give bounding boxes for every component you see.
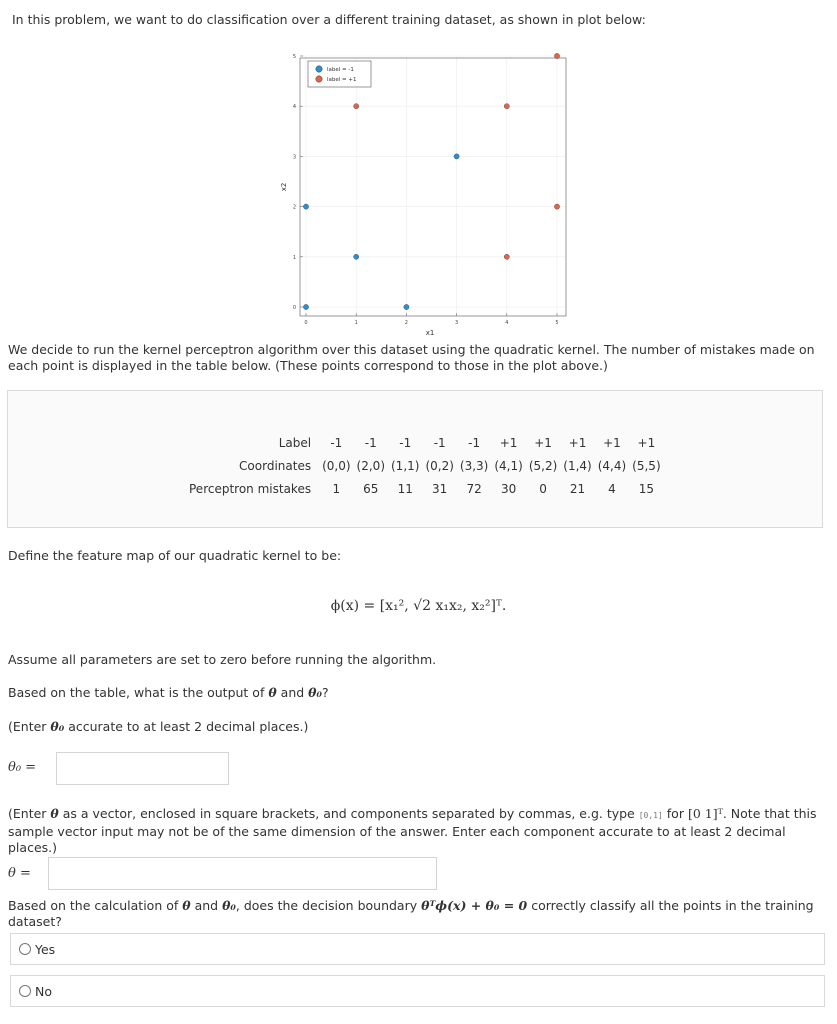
table-cell: 0: [539, 481, 547, 496]
plot-frame: [300, 58, 566, 316]
theta-input[interactable]: [48, 857, 437, 890]
table-cell: 72: [466, 481, 482, 496]
data-point-neg: [354, 254, 359, 259]
option-no[interactable]: [10, 975, 825, 1007]
theta0-input[interactable]: [56, 752, 229, 785]
table-row-coordinates: [186, 454, 664, 477]
data-point-pos: [504, 254, 509, 259]
feature-map-text: Define the feature map of our quadratic kernel to be:: [8, 548, 342, 563]
table-cell: (0,2): [425, 458, 454, 473]
table-cell: 1: [332, 481, 341, 496]
table-cell: +1: [499, 435, 518, 450]
y-tick-label: 1: [292, 254, 296, 261]
y-tick-label: 4: [292, 104, 296, 111]
table-cell: +1: [603, 435, 621, 450]
legend-marker-pos: [316, 76, 322, 82]
enter-theta-instruction: (Enter θ as a vector, enclosed in square brackets, and components separated by commas, e.g. type [0,1] for [0 1]ᵀ. Note that this sample vector input may not be of the same dimension of the answer. Enter each component accurate to at least 2 decimal places.): [8, 806, 817, 855]
data-point-pos: [504, 104, 509, 109]
table-cell: 30: [500, 481, 517, 496]
table-cell: 21: [569, 481, 586, 496]
intro-text: In this problem, we want to do classification over a different training dataset, as shown in plot below:: [12, 12, 646, 27]
plot-grid: [300, 56, 566, 316]
mistakes-table-box: [7, 390, 823, 528]
table-cell: (4,4): [597, 458, 627, 473]
feature-map-formula: ϕ(x) = [x₁², √2 x₁x₂, x₂²]ᵀ.: [330, 598, 507, 614]
y-tick-label: 2: [292, 204, 296, 211]
option-yes-label: Yes: [35, 942, 56, 957]
table-cell: +1: [568, 435, 587, 450]
option-yes[interactable]: [10, 933, 825, 965]
assume-text: Assume all parameters are set to zero before running the algorithm.: [8, 652, 437, 667]
theta0-label: θ₀ =: [8, 760, 37, 775]
data-point-neg: [303, 204, 308, 209]
x-tick-label: 1: [354, 320, 358, 326]
kernel-text: We decide to run the kernel perceptron algorithm over this dataset using the quadratic kernel. The number of mistakes made on each point is displayed in the table below. (These points correspond to those in the plot above.): [8, 342, 815, 373]
data-point-pos: [354, 104, 359, 109]
table-cell: 15: [638, 481, 655, 496]
question-theta-output: Based on the table, what is the output of θ and θ₀?: [8, 685, 329, 700]
table-cell: (2,0): [356, 458, 385, 473]
data-point-neg: [404, 304, 409, 309]
table-row-label: [186, 431, 664, 454]
table-cell: (5,5): [632, 458, 661, 473]
table-cell: -1: [468, 435, 481, 450]
plot-legend: [308, 61, 371, 87]
table-cell: -1: [399, 435, 412, 450]
x-tick-label: 0: [304, 320, 308, 326]
y-tick-label: 3: [292, 154, 296, 161]
legend-label-pos: label = +1: [327, 77, 357, 83]
y-axis-label: x2: [280, 182, 288, 192]
legend-label-neg: label = -1: [327, 67, 354, 73]
table-cell: -1: [433, 435, 446, 450]
table-cell: -1: [364, 435, 377, 450]
scatter-plot: [270, 48, 580, 340]
radio-no[interactable]: [19, 985, 31, 997]
question-boundary: Based on the calculation of θ and θ₀, does the decision boundary θᵀϕ(x) + θ₀ = 0 correctly classify all the points in the training dataset?: [8, 898, 814, 929]
x-tick-label: 2: [404, 320, 408, 326]
data-point-neg: [454, 154, 459, 159]
data-point-neg: [303, 304, 308, 309]
table-cell: (5,2): [528, 458, 558, 473]
x-tick-label: 5: [555, 320, 559, 326]
table-cell: 31: [432, 481, 448, 496]
theta-label: θ =: [8, 866, 31, 881]
table-cell: -1: [330, 435, 343, 450]
x-axis-label: x1: [425, 329, 435, 337]
row-header: Label: [278, 435, 312, 450]
data-point-pos: [554, 204, 559, 209]
mistakes-table: [186, 431, 664, 500]
data-point-pos: [554, 53, 559, 58]
option-no-label: No: [35, 984, 52, 999]
table-cell: +1: [534, 435, 552, 450]
table-row-mistakes: [186, 477, 664, 500]
x-tick-label: 3: [455, 320, 459, 326]
table-cell: (1,1): [391, 458, 420, 473]
y-tick-label: 5: [292, 54, 296, 60]
table-cell: (4,1): [494, 458, 523, 473]
table-cell: (0,0): [322, 458, 351, 473]
table-cell: (1,4): [563, 458, 592, 473]
table-cell: 65: [363, 481, 379, 496]
radio-yes[interactable]: [19, 943, 31, 955]
table-cell: +1: [637, 435, 656, 450]
table-cell: (3,3): [459, 458, 489, 473]
row-header: Perceptron mistakes: [189, 481, 312, 496]
row-header: Coordinates: [239, 458, 312, 473]
y-tick-label: 0: [292, 305, 296, 311]
x-tick-label: 4: [505, 320, 509, 326]
legend-marker-neg: [316, 66, 322, 72]
table-cell: 4: [608, 481, 616, 496]
enter-theta0-instruction: (Enter θ₀ accurate to at least 2 decimal places.): [8, 719, 309, 734]
table-cell: 11: [397, 481, 413, 496]
